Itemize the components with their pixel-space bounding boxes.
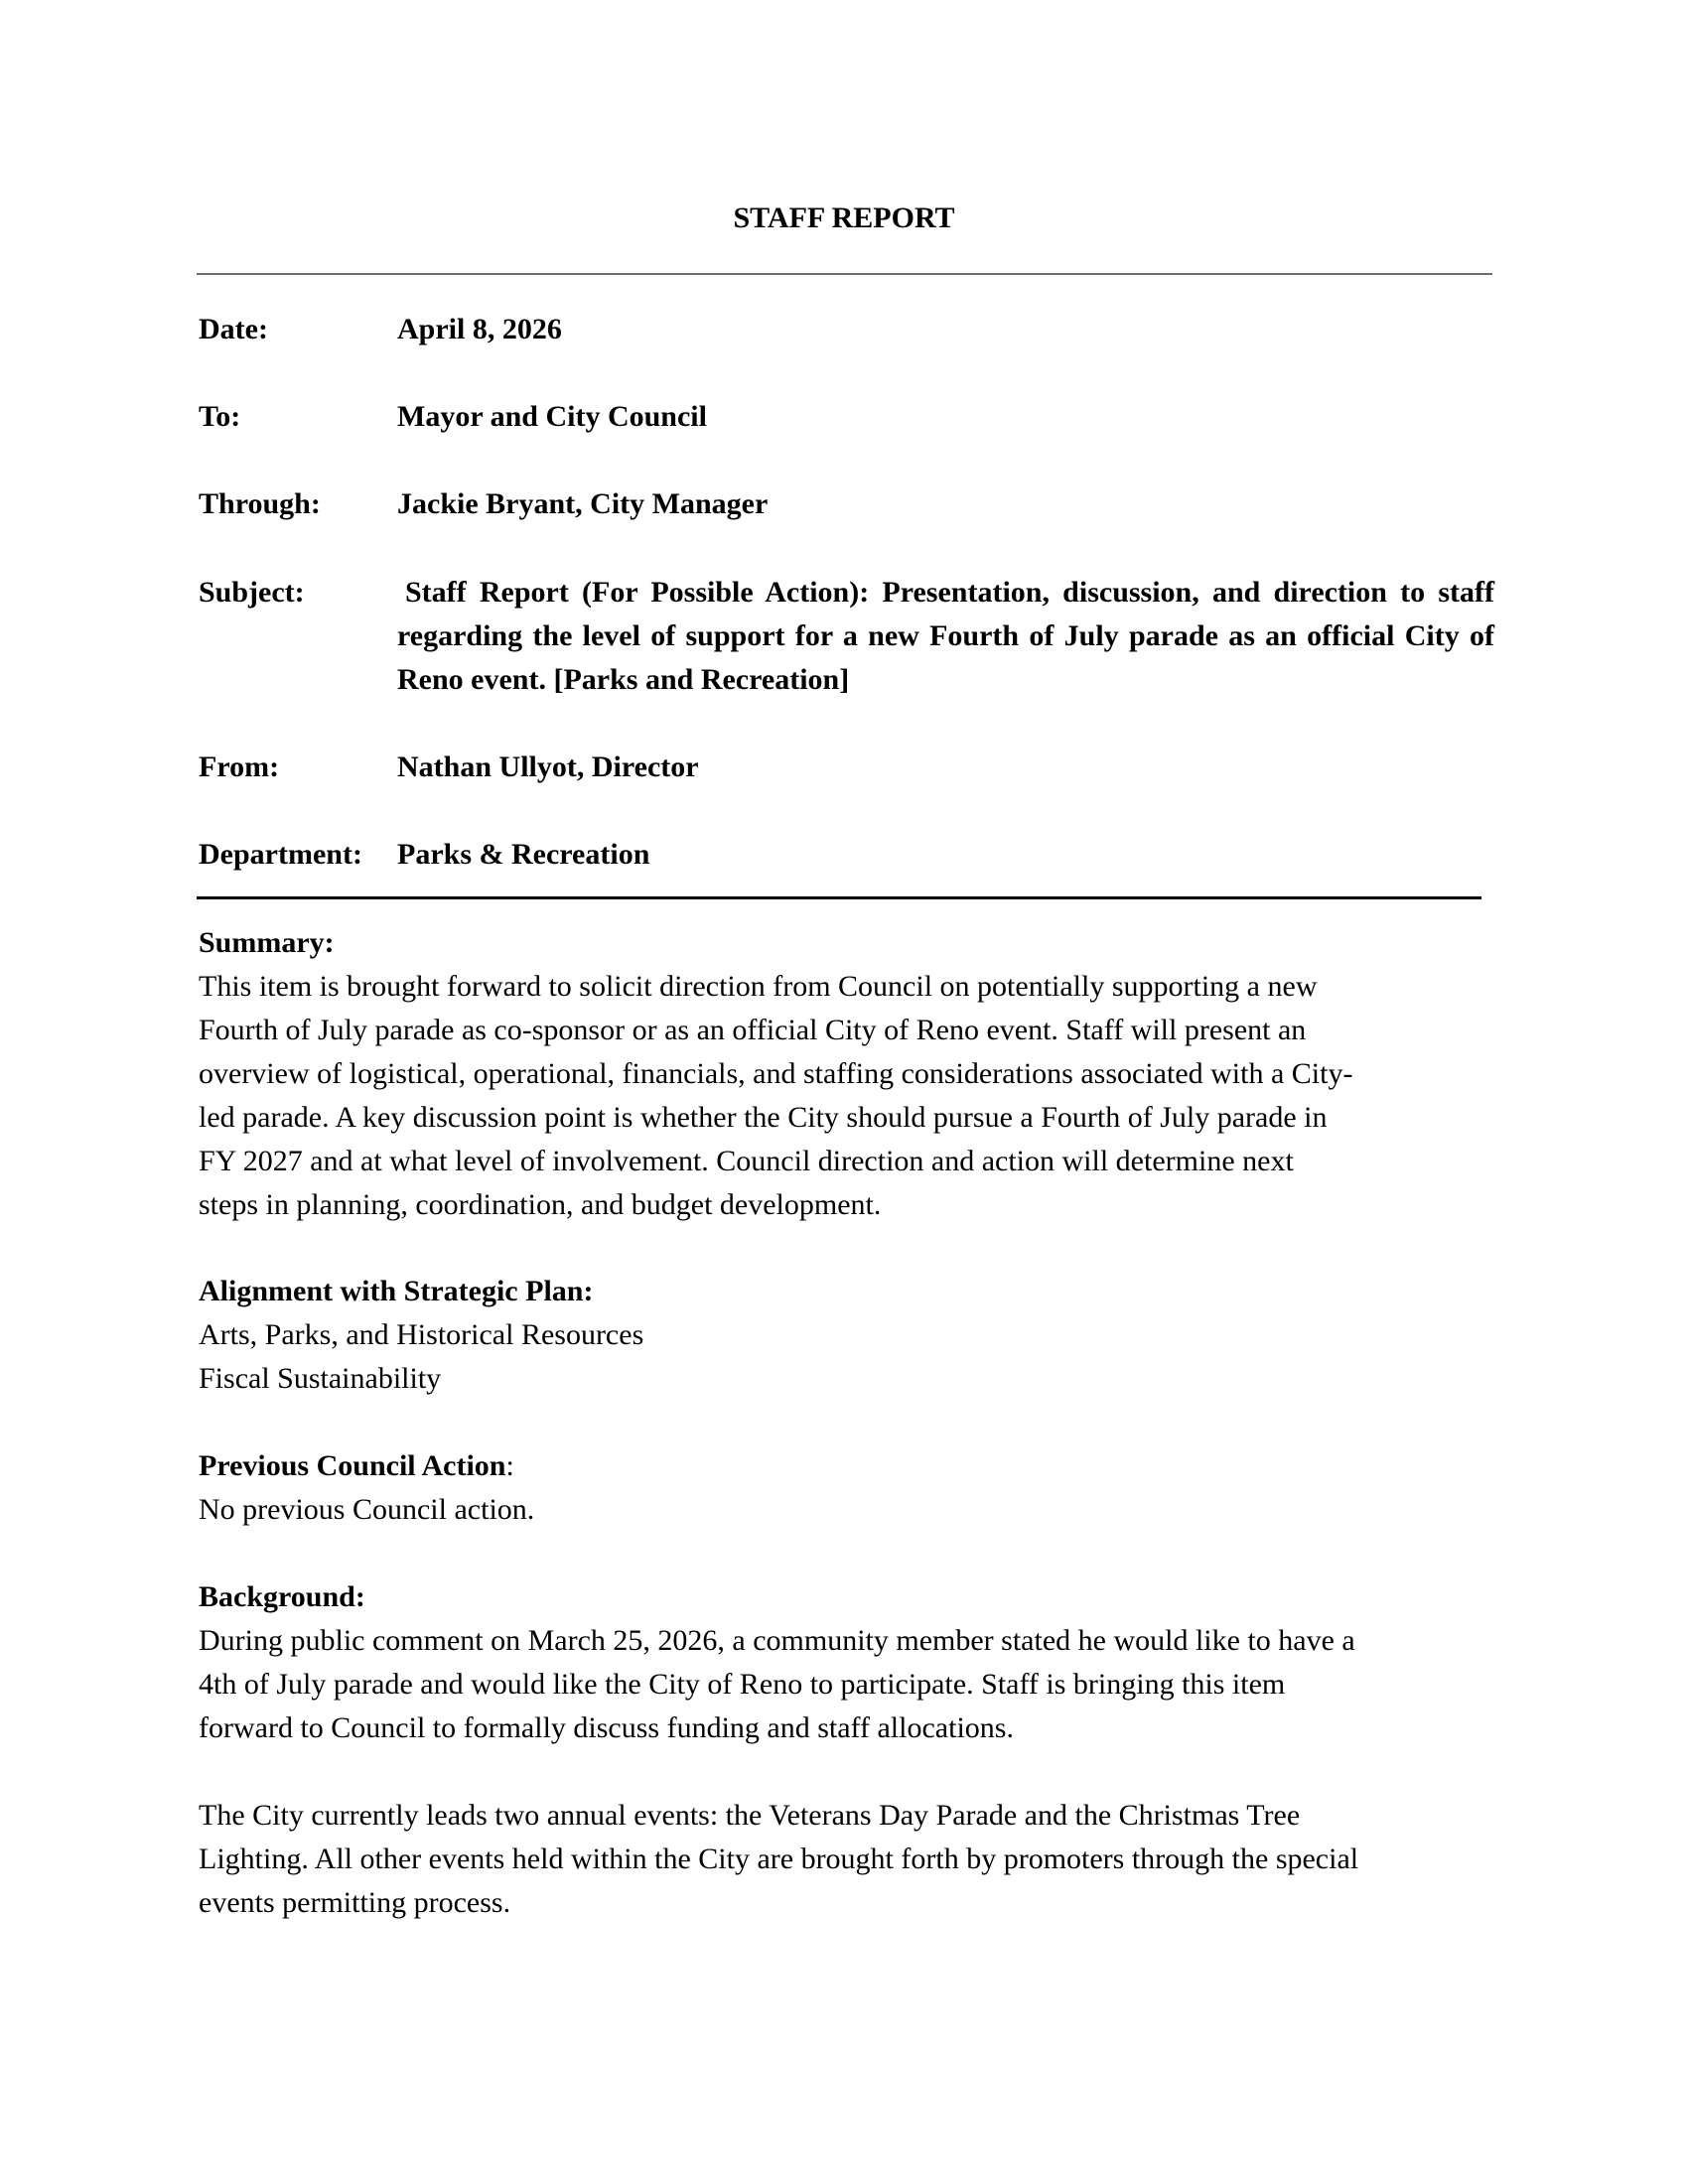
summary-line: This item is brought forward to solicit direction from Council on potentially supporting a new xyxy=(199,970,1318,1003)
field-from-value: Nathan Ullyot, Director xyxy=(397,751,699,783)
previous-action-text: No previous Council action. xyxy=(199,1493,535,1526)
document-title: STAFF REPORT xyxy=(733,202,955,234)
background-line: events permitting process. xyxy=(199,1886,511,1919)
alignment-heading: Alignment with Strategic Plan: xyxy=(199,1275,594,1307)
field-date-value: April 8, 2026 xyxy=(397,313,562,345)
field-through-label: Through: xyxy=(199,487,321,520)
background-heading: Background: xyxy=(199,1580,365,1613)
field-subject-value: Staff Report (For Possible Action): Presentation, discussion, and direction to staff regarding the level of support for a new Fourth of July parade as an official City of Reno event. [Parks and Recreation] xyxy=(397,576,1494,696)
background-line: 4th of July parade and would like the City of Reno to participate. Staff is bringing this item xyxy=(199,1668,1286,1701)
field-through-value: Jackie Bryant, City Manager xyxy=(397,487,769,520)
summary-line: steps in planning, coordination, and budget development. xyxy=(199,1188,882,1221)
background-line: Lighting. All other events held within the City are brought forth by promoters through the special xyxy=(199,1843,1359,1875)
previous-action-heading xyxy=(199,1444,1494,1488)
field-subject xyxy=(199,571,1494,702)
background-line: During public comment on March 25, 2026, a community member stated he would like to have a xyxy=(199,1624,1355,1657)
alignment-section xyxy=(199,1270,1494,1401)
top-divider xyxy=(197,273,1492,275)
field-department-value: Parks & Recreation xyxy=(397,838,650,871)
previous-action-heading-text: Previous Council Action xyxy=(199,1449,506,1482)
summary-line: led parade. A key discussion point is whether the City should pursue a Fourth of July parade in xyxy=(199,1101,1328,1134)
background-section xyxy=(199,1575,1494,1925)
previous-action-heading-colon: : xyxy=(505,1449,514,1482)
summary-section xyxy=(199,921,1494,1227)
field-date-label: Date: xyxy=(199,313,268,345)
field-to-label: To: xyxy=(199,400,241,433)
alignment-item: Arts, Parks, and Historical Resources xyxy=(199,1318,644,1351)
summary-line: FY 2027 and at what level of involvement. Council direction and action will determine next xyxy=(199,1145,1294,1177)
summary-heading: Summary: xyxy=(199,926,335,959)
paragraph-spacer xyxy=(199,1750,1494,1794)
background-line: forward to Council to formally discuss funding and staff allocations. xyxy=(199,1711,1014,1744)
field-subject-label: Subject: xyxy=(199,576,305,609)
summary-line: Fourth of July parade as co-sponsor or as an official City of Reno event. Staff will present an xyxy=(199,1014,1307,1046)
field-to-value: Mayor and City Council xyxy=(397,400,707,433)
alignment-item: Fiscal Sustainability xyxy=(199,1362,442,1395)
header-divider xyxy=(197,896,1481,899)
summary-line: overview of logistical, operational, financials, and staffing considerations associated with a City- xyxy=(199,1057,1353,1090)
field-department-label: Department: xyxy=(199,838,362,871)
previous-action-section xyxy=(199,1444,1494,1532)
background-line: The City currently leads two annual events: the Veterans Day Parade and the Christmas Tree xyxy=(199,1799,1301,1832)
field-from-label: From: xyxy=(199,751,280,783)
